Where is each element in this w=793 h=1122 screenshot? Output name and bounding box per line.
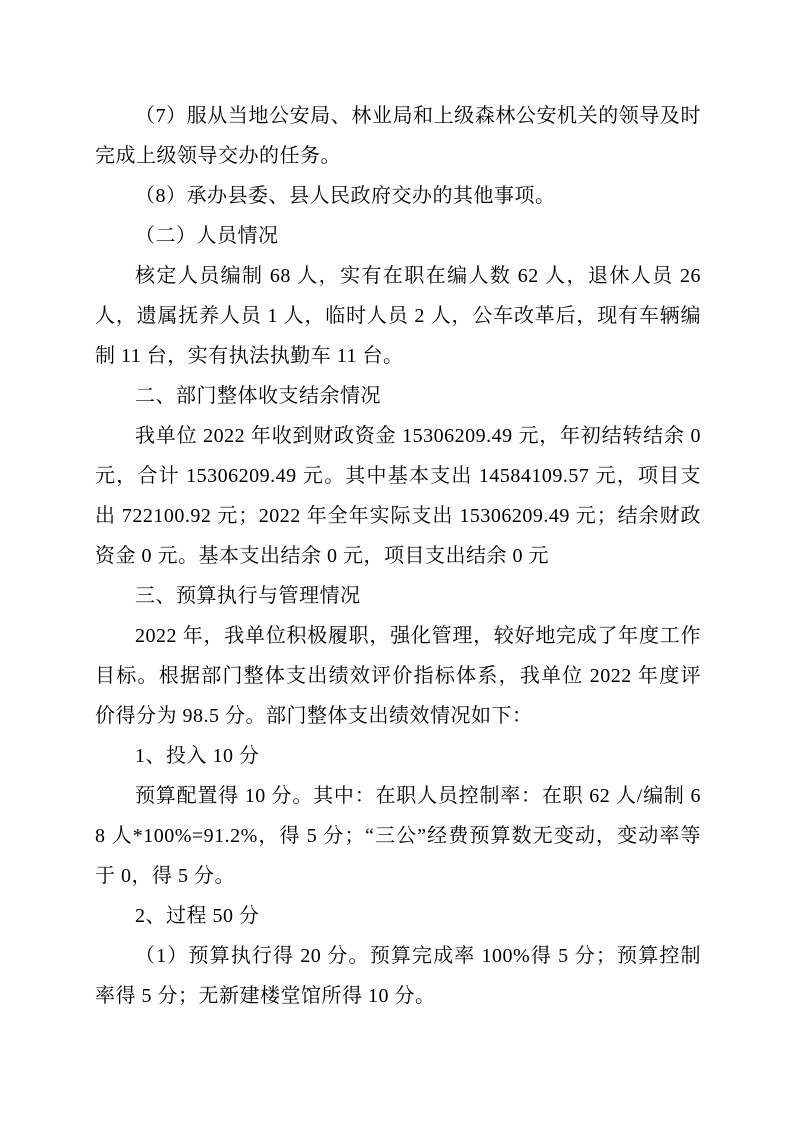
heading-input-score: 1、投入 10 分 [135,745,260,767]
heading-section-2-balance: 二、部门整体收支结余情况 [135,385,381,407]
heading-process-score: 2、过程 50 分 [135,905,260,927]
heading-personnel-situation: （二）人员情况 [135,225,279,247]
paragraph-item-8-duty: （8）承办县委、县人民政府交办的其他事项。 [135,185,556,207]
heading-section-3-budget-management: 三、预算执行与管理情况 [135,585,361,607]
paragraph-item-7-duty: （7）服从当地公安局、林业局和上级森林公安机关的领导及时完成上级领导交办的任务。 [95,105,701,167]
paragraph-budget-allocation-detail: 预算配置得 10 分。其中：在职人员控制率：在职 62 人/编制 68 人*100%=91.2%，得 5 分；“三公”经费预算数无变动，变动率等于 0，得 5 分。 [95,785,701,887]
paragraph-performance-summary: 2022 年，我单位积极履职，强化管理，较好地完成了年度工作目标。根据部门整体支出绩效评价指标体系，我单位 2022 年度评价得分为 98.5 分。部门整体支出绩效情况如下： [95,625,701,727]
paragraph-personnel-detail: 核定人员编制 68 人，实有在职在编人数 62 人，退休人员 26 人，遗属抚养人员 1 人，临时人员 2 人，公车改革后，现有车辆编制 11 台，实有执法执勤车 11 台。 [95,265,701,367]
paragraph-budget-execution-detail: （1）预算执行得 20 分。预算完成率 100%得 5 分；预算控制率得 5 分；无新建楼堂馆所得 10 分。 [95,945,701,1007]
paragraph-balance-detail: 我单位 2022 年收到财政资金 15306209.49 元，年初结转结余 0 元，合计 15306209.49 元。其中基本支出 14584109.57 元，项目支出 722100.92 元；2022 年全年实际支出 15306209.49 元；结余财政资金 0 元。基本支出结余 0 元，项目支出结余 0 元 [95,425,701,567]
